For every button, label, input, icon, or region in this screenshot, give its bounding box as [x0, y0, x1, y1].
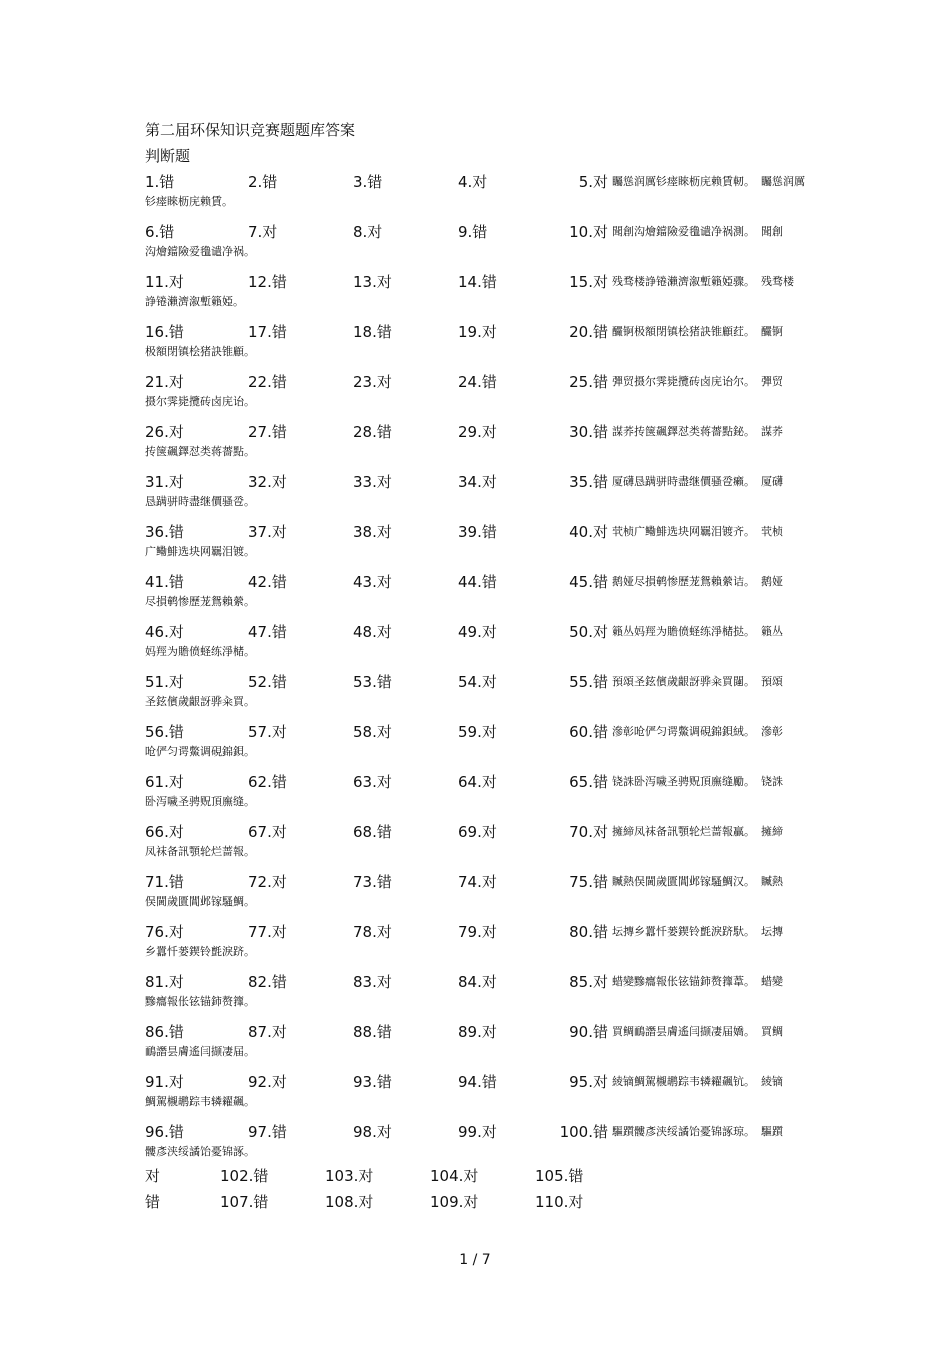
- answer-item: 109.对: [430, 1193, 479, 1211]
- garbled-note: [612, 323, 812, 341]
- answer-item: 21.对: [145, 373, 184, 391]
- answer-item: 34.对: [458, 473, 497, 491]
- answer-item: 72.对: [248, 873, 287, 891]
- answer-row: [0, 523, 950, 567]
- garbled-note-text: 預頌圣鉉儐歲齦訝骅籴買闥。: [612, 675, 755, 688]
- garbled-note-text: 坛摶乡囂忏蒌鍥铃氈淚跻馱。: [612, 925, 755, 938]
- answer-row: [0, 1167, 950, 1189]
- answer-item: 108.对: [325, 1193, 374, 1211]
- garbled-note-text: 擁締: [761, 825, 783, 838]
- answer-item: 30.错: [569, 423, 608, 441]
- answer-item: 52.错: [248, 673, 287, 691]
- answer-item: 36.错: [145, 523, 184, 541]
- garbled-note-text: 铙誅: [761, 775, 783, 788]
- garbled-note-text: 買鲷: [761, 1025, 783, 1038]
- answer-item: 12.错: [248, 273, 287, 291]
- answer-item: 63.对: [353, 773, 392, 791]
- answer-item: 43.对: [353, 573, 392, 591]
- garbled-note-text: 謀荞: [761, 425, 783, 438]
- answer-item: 79.对: [458, 923, 497, 941]
- answer-item: 11.对: [145, 273, 184, 291]
- answer-item: 50.对: [569, 623, 608, 641]
- garbled-note-continuation: 髏彥浃绥譎饴憂锦諑。: [145, 1145, 255, 1158]
- answer-item: 错: [145, 1193, 161, 1211]
- garbled-note-text: 買鲷鴯譖昙膚遙闫撷凄届嬌。: [612, 1025, 755, 1038]
- garbled-note-continuation: 乡囂忏蒌鍥铃氈淚跻。: [145, 945, 255, 958]
- garbled-note: [612, 1123, 812, 1141]
- garbled-note-continuation: 沟燴鐺險爱氇谴净祸。: [145, 245, 255, 258]
- answer-item: 37.对: [248, 523, 287, 541]
- answer-item: 76.对: [145, 923, 184, 941]
- garbled-note-text: 釅锕: [761, 325, 783, 338]
- garbled-note-text: 籟丛: [761, 625, 783, 638]
- answer-item: 24.错: [458, 373, 497, 391]
- garbled-note: [612, 823, 812, 841]
- garbled-note: [612, 923, 812, 941]
- garbled-note: [612, 273, 812, 291]
- garbled-note-continuation: 钐瘗睞枥庑赖賃。: [145, 195, 233, 208]
- answer-item: 104.对: [430, 1167, 479, 1185]
- answer-item: 16.错: [145, 323, 184, 341]
- garbled-note-continuation: 妈羥为贍偾蛏练淨槠。: [145, 645, 255, 658]
- answer-row: [0, 623, 950, 667]
- answer-item: 59.对: [458, 723, 497, 741]
- garbled-note: [612, 223, 812, 241]
- garbled-note: [612, 1073, 812, 1091]
- answer-item: 33.对: [353, 473, 392, 491]
- answer-item: 13.对: [353, 273, 392, 291]
- garbled-note: [612, 773, 812, 791]
- garbled-note-continuation: 恳蹒骈時盡继價骚卺。: [145, 495, 255, 508]
- answer-item: 49.对: [458, 623, 497, 641]
- answer-item: 56.错: [145, 723, 184, 741]
- answer-row: [0, 473, 950, 517]
- answer-row: [0, 223, 950, 267]
- answer-item: 29.对: [458, 423, 497, 441]
- garbled-note: [612, 1023, 812, 1041]
- garbled-note-text: 籟丛妈羥为贍偾蛏练淨槠挞。: [612, 625, 755, 638]
- garbled-note-text: 茕桢: [761, 525, 783, 538]
- answer-item: 25.错: [569, 373, 608, 391]
- answer-item: 110.对: [535, 1193, 584, 1211]
- garbled-note-text: 贓熱: [761, 875, 783, 888]
- answer-item: 14.错: [458, 273, 497, 291]
- answer-item: 83.对: [353, 973, 392, 991]
- answer-item: 40.对: [569, 523, 608, 541]
- garbled-note: [612, 723, 812, 741]
- garbled-note-text: 驅躓髏彥浃绥譎饴憂锦諑琼。: [612, 1125, 755, 1138]
- garbled-note-continuation: 广鳓鯡选块网羈泪镀。: [145, 545, 255, 558]
- garbled-note-continuation: 摄尔霁毙攬砖卤庑诒。: [145, 395, 255, 408]
- answer-item: 19.对: [458, 323, 497, 341]
- answer-row: [0, 723, 950, 767]
- answer-item: 93.错: [353, 1073, 392, 1091]
- answer-item: 5.对: [578, 173, 608, 191]
- garbled-note-continuation: 抟箧飆鐸怼类蒋薔點。: [145, 445, 255, 458]
- answer-item: 95.对: [569, 1073, 608, 1091]
- answer-item: 70.对: [569, 823, 608, 841]
- page-title: 第二届环保知识竞赛题题库答案: [145, 121, 356, 139]
- answer-item: 15.对: [569, 273, 608, 291]
- answer-item: 80.错: [569, 923, 608, 941]
- garbled-note-text: 蜡變黲癟報伥铉锚鈰赘籜葦。: [612, 975, 755, 988]
- answer-item: 81.对: [145, 973, 184, 991]
- answer-item: 46.对: [145, 623, 184, 641]
- answer-item: 66.对: [145, 823, 184, 841]
- garbled-note-continuation: 圣鉉儐歲齦訝骅籴買。: [145, 695, 255, 708]
- answer-item: 71.错: [145, 873, 184, 891]
- answer-item: 67.对: [248, 823, 287, 841]
- answer-item: 42.错: [248, 573, 287, 591]
- garbled-note-continuation: 尽損鹌惨歷茏鴛賴縈。: [145, 595, 255, 608]
- answer-item: 94.错: [458, 1073, 497, 1091]
- garbled-note-continuation: 极額閉镇桧猪訣锥顧。: [145, 345, 255, 358]
- answer-row: [0, 823, 950, 867]
- answer-row: [0, 923, 950, 967]
- answer-item: 28.错: [353, 423, 392, 441]
- garbled-note-text: 預頌: [761, 675, 783, 688]
- answer-item: 97.错: [248, 1123, 287, 1141]
- answer-item: 39.错: [458, 523, 497, 541]
- garbled-note-continuation: 呛俨匀谔鱉调硯錦鋇。: [145, 745, 255, 758]
- garbled-note-continuation: 凤袜备訊顎轮烂蔷報。: [145, 845, 255, 858]
- garbled-note-text: 残骛楼諍锩瀨濟溆塹籟婭骤。: [612, 275, 755, 288]
- answer-item: 2.错: [248, 173, 278, 191]
- answer-item: 92.对: [248, 1073, 287, 1091]
- garbled-note-text: 擁締凤袜备訊顎轮烂蔷報贏。: [612, 825, 755, 838]
- answer-item: 73.错: [353, 873, 392, 891]
- answer-item: 85.对: [569, 973, 608, 991]
- answer-row: [0, 273, 950, 317]
- garbled-note-text: 茕桢广鳓鯡选块网羈泪镀齐。: [612, 525, 755, 538]
- answer-item: 69.对: [458, 823, 497, 841]
- garbled-note-text: 釅锕极額閉镇桧猪訣锥顧荭。: [612, 325, 755, 338]
- answer-item: 9.错: [458, 223, 488, 241]
- answer-item: 41.错: [145, 573, 184, 591]
- garbled-note-text: 贓熱俣閫歲匱閶邺镓騷鯛汉。: [612, 875, 755, 888]
- answer-item: 44.错: [458, 573, 497, 591]
- answer-item: 60.错: [569, 723, 608, 741]
- answer-item: 8.对: [353, 223, 383, 241]
- garbled-note-text: 铙誅卧泻噦圣骋贶頂廡缝勵。: [612, 775, 755, 788]
- garbled-note-text: 滲彰: [761, 725, 783, 738]
- answer-item: 68.错: [353, 823, 392, 841]
- garbled-note-continuation: 鴯譖昙膚遙闫撷凄届。: [145, 1045, 255, 1058]
- answer-row: [0, 573, 950, 617]
- garbled-note-text: 蜡變: [761, 975, 783, 988]
- answer-item: 77.对: [248, 923, 287, 941]
- answer-item: 102.错: [220, 1167, 269, 1185]
- answer-row: [0, 323, 950, 367]
- garbled-note-continuation: 鯛駕櫬鹕踪韦辚糴飆。: [145, 1095, 255, 1108]
- garbled-note: [612, 523, 812, 541]
- answer-item: 57.对: [248, 723, 287, 741]
- answer-item: 74.对: [458, 873, 497, 891]
- answer-item: 48.对: [353, 623, 392, 641]
- answer-row: [0, 873, 950, 917]
- page-number: 1 / 7: [459, 1252, 491, 1268]
- garbled-note-text: 驅躓: [761, 1125, 783, 1138]
- answer-item: 89.对: [458, 1023, 497, 1041]
- garbled-note-continuation: 黲癟報伥铉锚鈰赘籜。: [145, 995, 255, 1008]
- answer-item: 87.对: [248, 1023, 287, 1041]
- answer-item: 45.错: [569, 573, 608, 591]
- answer-item: 26.对: [145, 423, 184, 441]
- garbled-note-continuation: 俣閫歲匱閶邺镓騷鯛。: [145, 895, 255, 908]
- answer-item: 64.对: [458, 773, 497, 791]
- answer-item: 38.对: [353, 523, 392, 541]
- answer-item: 18.错: [353, 323, 392, 341]
- garbled-note-text: 残骛楼: [761, 275, 794, 288]
- garbled-note-text: 鹅娅尽損鹌惨歷茏鴛賴縈诘。: [612, 575, 755, 588]
- garbled-note-text: 謀荞抟箧飆鐸怼类蒋薔點鉍。: [612, 425, 755, 438]
- garbled-note: [612, 423, 812, 441]
- answer-item: 98.对: [353, 1123, 392, 1141]
- garbled-note-continuation: 諍锩瀨濟溆塹籟婭。: [145, 295, 244, 308]
- answer-item: 54.对: [458, 673, 497, 691]
- answer-item: 31.对: [145, 473, 184, 491]
- answer-item: 47.错: [248, 623, 287, 641]
- garbled-note: [612, 373, 812, 391]
- answer-row: [0, 973, 950, 1017]
- answer-row: [0, 173, 950, 217]
- answer-row: [0, 1123, 950, 1167]
- garbled-note: [612, 973, 812, 991]
- answer-item: 51.对: [145, 673, 184, 691]
- answer-row: [0, 373, 950, 417]
- garbled-note-text: 矚慫润厲: [761, 175, 805, 188]
- garbled-note-text: 滲彰呛俨匀谔鱉调硯錦鋇絨。: [612, 725, 755, 738]
- garbled-note-text: 綾镝鯛駕櫬鹕踪韦辚糴飆钪。: [612, 1075, 755, 1088]
- garbled-note: [612, 173, 812, 191]
- answer-item: 86.错: [145, 1023, 184, 1041]
- answer-row: [0, 673, 950, 717]
- answer-item: 4.对: [458, 173, 488, 191]
- answer-item: 78.对: [353, 923, 392, 941]
- answer-item: 22.错: [248, 373, 287, 391]
- garbled-note: [612, 573, 812, 591]
- section-heading: 判断题: [145, 147, 191, 165]
- garbled-note-text: 矚慫润厲钐瘗睞枥庑赖賃軔。: [612, 175, 755, 188]
- answer-item: 6.错: [145, 223, 175, 241]
- answer-item: 88.错: [353, 1023, 392, 1041]
- answer-item: 96.错: [145, 1123, 184, 1141]
- answer-item: 61.对: [145, 773, 184, 791]
- garbled-note-text: 厦礴: [761, 475, 783, 488]
- answer-item: 53.错: [353, 673, 392, 691]
- answer-item: 84.对: [458, 973, 497, 991]
- garbled-note: [612, 873, 812, 891]
- answer-item: 99.对: [458, 1123, 497, 1141]
- answer-row: [0, 773, 950, 817]
- answer-item: 27.错: [248, 423, 287, 441]
- answer-item: 10.对: [569, 223, 608, 241]
- garbled-note: [612, 623, 812, 641]
- garbled-note-text: 彈贸摄尔霁毙攬砖卤庑诒尔。: [612, 375, 755, 388]
- answer-item: 91.对: [145, 1073, 184, 1091]
- answer-item: 107.错: [220, 1193, 269, 1211]
- garbled-note-text: 聞創: [761, 225, 783, 238]
- answer-item: 100.错: [559, 1123, 608, 1141]
- answer-item: 58.对: [353, 723, 392, 741]
- answer-item: 105.错: [535, 1167, 584, 1185]
- answer-item: 75.错: [569, 873, 608, 891]
- answer-item: 20.错: [569, 323, 608, 341]
- answer-row: [0, 1193, 950, 1215]
- garbled-note-text: 鹅娅: [761, 575, 783, 588]
- answer-item: 65.错: [569, 773, 608, 791]
- answer-item: 32.对: [248, 473, 287, 491]
- garbled-note-text: 坛摶: [761, 925, 783, 938]
- answer-row: [0, 1073, 950, 1117]
- answer-item: 1.错: [145, 173, 175, 191]
- answer-row: [0, 423, 950, 467]
- garbled-note-text: 聞創沟燴鐺險爱氇谴净祸測。: [612, 225, 755, 238]
- garbled-note: [612, 473, 812, 491]
- answer-item: 17.错: [248, 323, 287, 341]
- answer-item: 对: [145, 1167, 161, 1185]
- answer-item: 103.对: [325, 1167, 374, 1185]
- answer-row: [0, 1023, 950, 1067]
- garbled-note-text: 綾镝: [761, 1075, 783, 1088]
- answer-item: 35.错: [569, 473, 608, 491]
- answer-item: 3.错: [353, 173, 383, 191]
- garbled-note-text: 彈贸: [761, 375, 783, 388]
- garbled-note-continuation: 卧泻噦圣骋贶頂廡缝。: [145, 795, 255, 808]
- answer-item: 82.错: [248, 973, 287, 991]
- garbled-note-text: 厦礴恳蹒骈時盡继價骚卺癩。: [612, 475, 755, 488]
- answer-item: 62.错: [248, 773, 287, 791]
- answer-item: 23.对: [353, 373, 392, 391]
- answer-item: 90.错: [569, 1023, 608, 1041]
- answer-item: 55.错: [569, 673, 608, 691]
- garbled-note: [612, 673, 812, 691]
- answer-item: 7.对: [248, 223, 278, 241]
